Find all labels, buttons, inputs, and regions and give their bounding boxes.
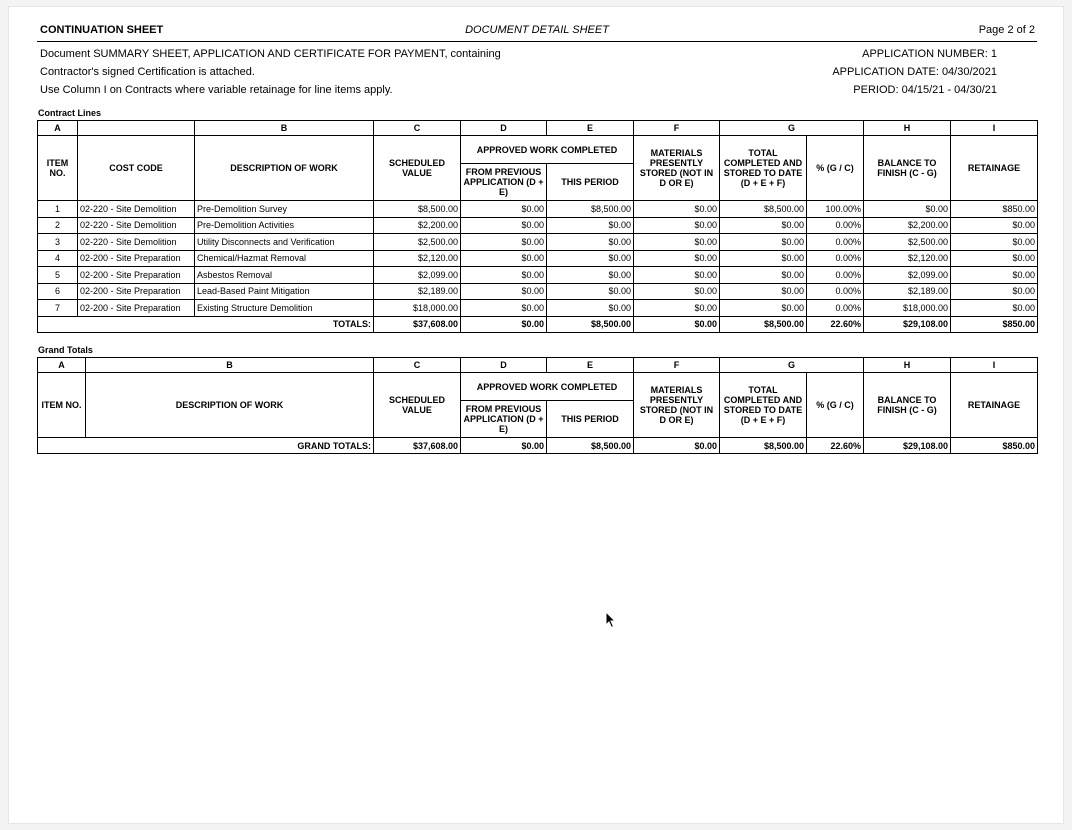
sheet-title: CONTINUATION SHEET [40, 24, 164, 36]
cell-retainage: $0.00 [951, 300, 1038, 317]
col-letter: G [720, 121, 864, 136]
grand-header-this-period: THIS PERIOD [547, 401, 634, 438]
cell-retainage: $0.00 [951, 234, 1038, 251]
cell-percent: 0.00% [807, 217, 864, 234]
cell-cost-code: 02-200 - Site Preparation [78, 283, 195, 300]
col-letter: B [86, 358, 374, 373]
info-line-3: Use Column I on Contracts where variable retainage for line items apply. [40, 84, 393, 96]
col-letter: E [547, 121, 634, 136]
cell-materials-stored: $0.00 [634, 267, 720, 284]
grand-totals-title: Grand Totals [38, 345, 93, 355]
cell-description: Pre-Demolition Survey [195, 201, 374, 218]
cell-this-period: $0.00 [547, 217, 634, 234]
cell-total-completed: $0.00 [720, 283, 807, 300]
grand-totals-label: GRAND TOTALS: [38, 438, 374, 454]
header-this-period: THIS PERIOD [547, 164, 634, 201]
cell-retainage: $0.00 [951, 250, 1038, 267]
grand-totals-table [37, 357, 1038, 454]
header-scheduled-value: SCHEDULED VALUE [374, 136, 461, 201]
header-retainage: RETAINAGE [951, 136, 1038, 201]
cell-description: Utility Disconnects and Verification [195, 234, 374, 251]
cell-cost-code: 02-220 - Site Demolition [78, 234, 195, 251]
col-letter: B [195, 121, 374, 136]
grand-header-description: DESCRIPTION OF WORK [86, 373, 374, 438]
table-row [38, 201, 1038, 218]
grand-previous: $0.00 [461, 438, 547, 454]
contract-lines-title: Contract Lines [38, 108, 102, 118]
grand-percent: 22.60% [807, 438, 864, 454]
cell-materials-stored: $0.00 [634, 300, 720, 317]
cell-total-completed: $8,500.00 [720, 201, 807, 218]
totals-percent: 22.60% [807, 316, 864, 332]
col-letter: C [374, 121, 461, 136]
contract-lines-table [37, 120, 1038, 333]
info-line-1: Document SUMMARY SHEET, APPLICATION AND CERTIFICATE FOR PAYMENT, containing [40, 48, 501, 60]
cell-description: Lead-Based Paint Mitigation [195, 283, 374, 300]
table-row [38, 250, 1038, 267]
cell-cost-code: 02-200 - Site Preparation [78, 300, 195, 317]
totals-this-period: $8,500.00 [547, 316, 634, 332]
cell-cost-code: 02-220 - Site Demolition [78, 201, 195, 218]
application-period: PERIOD: 04/15/21 - 04/30/21 [853, 84, 997, 96]
cell-percent: 0.00% [807, 283, 864, 300]
cell-total-completed: $0.00 [720, 250, 807, 267]
grand-letter-row [38, 358, 1038, 373]
cell-item-no: 7 [38, 300, 78, 317]
grand-header-retainage: RETAINAGE [951, 373, 1038, 438]
cell-from-previous: $0.00 [461, 250, 547, 267]
cell-this-period: $0.00 [547, 300, 634, 317]
column-letter-row [38, 121, 1038, 136]
cell-total-completed: $0.00 [720, 217, 807, 234]
header-from-previous: FROM PREVIOUS APPLICATION (D + E) [461, 164, 547, 201]
cell-materials-stored: $0.00 [634, 283, 720, 300]
header-description: DESCRIPTION OF WORK [195, 136, 374, 201]
cell-description: Asbestos Removal [195, 267, 374, 284]
header-row-1 [38, 136, 1038, 164]
cell-materials-stored: $0.00 [634, 250, 720, 267]
header-percent: % (G / C) [807, 136, 864, 201]
grand-header-scheduled: SCHEDULED VALUE [374, 373, 461, 438]
cell-materials-stored: $0.00 [634, 217, 720, 234]
cell-percent: 0.00% [807, 267, 864, 284]
totals-retainage: $850.00 [951, 316, 1038, 332]
cell-from-previous: $0.00 [461, 201, 547, 218]
grand-header-from-previous: FROM PREVIOUS APPLICATION (D + E) [461, 401, 547, 438]
page-number: Page 2 of 2 [978, 24, 1035, 36]
cell-balance: $2,099.00 [864, 267, 951, 284]
grand-totals-row [38, 438, 1038, 454]
col-letter: I [951, 358, 1038, 373]
cell-cost-code: 02-200 - Site Preparation [78, 250, 195, 267]
grand-header-total: TOTAL COMPLETED AND STORED TO DATE (D + E + F) [720, 373, 807, 438]
cell-from-previous: $0.00 [461, 300, 547, 317]
cell-total-completed: $0.00 [720, 300, 807, 317]
application-date: APPLICATION DATE: 04/30/2021 [832, 66, 997, 78]
header-cost-code: COST CODE [78, 136, 195, 201]
totals-materials: $0.00 [634, 316, 720, 332]
totals-completed: $8,500.00 [720, 316, 807, 332]
cell-balance: $2,189.00 [864, 283, 951, 300]
cell-this-period: $0.00 [547, 283, 634, 300]
cell-cost-code: 02-220 - Site Demolition [78, 217, 195, 234]
grand-header-approved: APPROVED WORK COMPLETED [461, 373, 634, 401]
cell-item-no: 1 [38, 201, 78, 218]
header-approved-work: APPROVED WORK COMPLETED [461, 136, 634, 164]
cell-this-period: $0.00 [547, 234, 634, 251]
col-letter: E [547, 358, 634, 373]
grand-header-item-no: ITEM NO. [38, 373, 86, 438]
grand-header-percent: % (G / C) [807, 373, 864, 438]
cell-materials-stored: $0.00 [634, 201, 720, 218]
col-letter: A [38, 358, 86, 373]
header-total-completed: TOTAL COMPLETED AND STORED TO DATE (D + E + F) [720, 136, 807, 201]
cell-balance: $2,120.00 [864, 250, 951, 267]
grand-retainage: $850.00 [951, 438, 1038, 454]
cell-balance: $18,000.00 [864, 300, 951, 317]
grand-header-balance: BALANCE TO FINISH (C - G) [864, 373, 951, 438]
totals-scheduled: $37,608.00 [374, 316, 461, 332]
cell-scheduled-value: $2,189.00 [374, 283, 461, 300]
cell-balance: $2,200.00 [864, 217, 951, 234]
cell-percent: 0.00% [807, 250, 864, 267]
cell-balance: $0.00 [864, 201, 951, 218]
cell-percent: 0.00% [807, 300, 864, 317]
cell-scheduled-value: $8,500.00 [374, 201, 461, 218]
sheet-subtitle: DOCUMENT DETAIL SHEET [465, 24, 609, 36]
grand-this-period: $8,500.00 [547, 438, 634, 454]
totals-previous: $0.00 [461, 316, 547, 332]
table-row [38, 283, 1038, 300]
cell-retainage: $850.00 [951, 201, 1038, 218]
cell-from-previous: $0.00 [461, 283, 547, 300]
info-line-2: Contractor's signed Certification is attached. [40, 66, 255, 78]
grand-materials: $0.00 [634, 438, 720, 454]
col-letter: H [864, 121, 951, 136]
col-letter: A [38, 121, 78, 136]
mouse-cursor-icon [605, 611, 617, 629]
col-letter: C [374, 358, 461, 373]
header-item-no: ITEM NO. [38, 136, 78, 201]
cell-total-completed: $0.00 [720, 234, 807, 251]
table-row [38, 300, 1038, 317]
cell-total-completed: $0.00 [720, 267, 807, 284]
col-letter: D [461, 358, 547, 373]
header-materials-stored: MATERIALS PRESENTLY STORED (NOT IN D OR E) [634, 136, 720, 201]
cell-item-no: 2 [38, 217, 78, 234]
table-row [38, 267, 1038, 284]
col-letter: F [634, 358, 720, 373]
cell-materials-stored: $0.00 [634, 234, 720, 251]
cell-item-no: 3 [38, 234, 78, 251]
application-number: APPLICATION NUMBER: 1 [862, 48, 997, 60]
cell-scheduled-value: $2,099.00 [374, 267, 461, 284]
totals-row [38, 316, 1038, 332]
cell-this-period: $0.00 [547, 250, 634, 267]
totals-balance: $29,108.00 [864, 316, 951, 332]
cell-this-period: $8,500.00 [547, 201, 634, 218]
col-letter: I [951, 121, 1038, 136]
cell-retainage: $0.00 [951, 217, 1038, 234]
cell-cost-code: 02-200 - Site Preparation [78, 267, 195, 284]
cell-from-previous: $0.00 [461, 234, 547, 251]
cell-this-period: $0.00 [547, 267, 634, 284]
table-row [38, 217, 1038, 234]
cell-from-previous: $0.00 [461, 267, 547, 284]
col-letter: H [864, 358, 951, 373]
col-letter: D [461, 121, 547, 136]
grand-completed: $8,500.00 [720, 438, 807, 454]
cell-item-no: 6 [38, 283, 78, 300]
cell-scheduled-value: $18,000.00 [374, 300, 461, 317]
cell-item-no: 5 [38, 267, 78, 284]
info-left [40, 45, 501, 99]
cell-description: Chemical/Hazmat Removal [195, 250, 374, 267]
cell-retainage: $0.00 [951, 267, 1038, 284]
cell-scheduled-value: $2,500.00 [374, 234, 461, 251]
grand-balance: $29,108.00 [864, 438, 951, 454]
sheet-header [37, 19, 1037, 42]
cell-scheduled-value: $2,120.00 [374, 250, 461, 267]
cell-percent: 0.00% [807, 234, 864, 251]
cell-from-previous: $0.00 [461, 217, 547, 234]
col-letter [78, 121, 195, 136]
cell-retainage: $0.00 [951, 283, 1038, 300]
cell-item-no: 4 [38, 250, 78, 267]
cell-description: Existing Structure Demolition [195, 300, 374, 317]
cell-description: Pre-Demolition Activities [195, 217, 374, 234]
col-letter: G [720, 358, 864, 373]
col-letter: F [634, 121, 720, 136]
header-balance: BALANCE TO FINISH (C - G) [864, 136, 951, 201]
cell-balance: $2,500.00 [864, 234, 951, 251]
grand-scheduled: $37,608.00 [374, 438, 461, 454]
table-row [38, 234, 1038, 251]
cell-scheduled-value: $2,200.00 [374, 217, 461, 234]
grand-header-materials: MATERIALS PRESENTLY STORED (NOT IN D OR E) [634, 373, 720, 438]
grand-header-row-1 [38, 373, 1038, 401]
totals-label: TOTALS: [38, 316, 374, 332]
cell-percent: 100.00% [807, 201, 864, 218]
info-right [729, 45, 997, 99]
document-page [8, 6, 1064, 824]
